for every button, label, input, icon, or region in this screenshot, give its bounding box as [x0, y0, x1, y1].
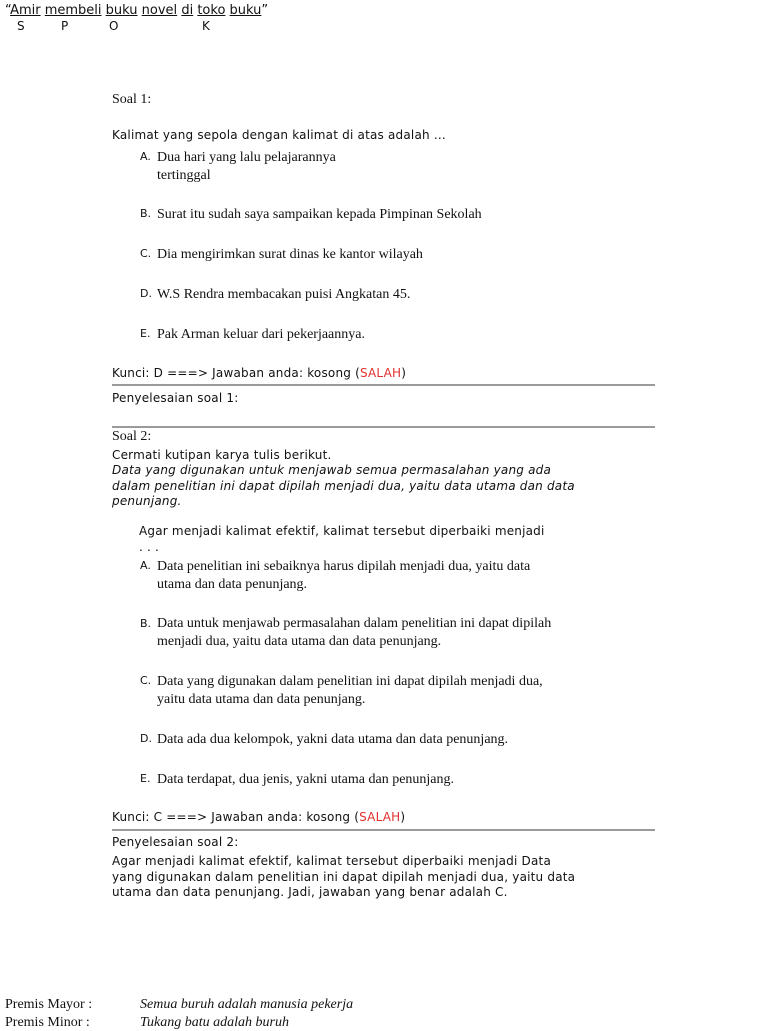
soal-2-option-e-letter: E. — [140, 772, 151, 785]
soal-1-question: Kalimat yang sepola dengan kalimat di atas adalah ... — [112, 128, 446, 142]
premis-mayor-text: Semua buruh adalah manusia pekerja — [140, 997, 354, 1012]
premis-mayor-label: Premis Mayor : — [5, 997, 93, 1012]
role-predicate: P — [61, 19, 69, 33]
soal-2-status-badge: SALAH — [359, 810, 401, 824]
word-buku-2: buku — [229, 3, 262, 18]
soal-1-option-e-letter: E. — [140, 327, 151, 340]
soal-1-option-a[interactable]: Dua hari yang lalu pelajarannya tertinggal — [157, 150, 336, 183]
soal-1-answer-key: Kunci: D ===> Jawaban anda: kosong (SALAH) — [112, 366, 407, 380]
soal-2-solution-label: Penyelesaian soal 2: — [112, 835, 239, 849]
soal-1-option-b-letter: B. — [140, 207, 152, 220]
soal-2-option-b[interactable]: Data untuk menjawab permasalahan dalam penelitian ini dapat dipilah menjadi dua, yaitu data utama dan data penunjang. — [157, 616, 552, 649]
example-sentence: “Amir membeli buku novel di toko buku” — [5, 3, 269, 18]
role-subject: S — [17, 19, 25, 33]
word-novel: novel — [141, 3, 178, 18]
soal-2-option-a[interactable]: Data penelitian ini sebaiknya harus dipilah menjadi dua, yaitu data utama dan data penunjang. — [157, 559, 531, 592]
soal-2-option-a-letter: A. — [140, 559, 151, 572]
soal-2-option-d[interactable]: Data ada dua kelompok, yakni data utama dan data penunjang. — [157, 732, 509, 747]
soal-1-option-b[interactable]: Surat itu sudah saya sampaikan kepada Pimpinan Sekolah — [157, 207, 482, 222]
soal-1-option-a-letter: A. — [140, 150, 151, 163]
role-adverb: K — [202, 19, 210, 33]
word-di: di — [181, 3, 194, 18]
divider — [112, 384, 655, 386]
word-toko: toko — [197, 3, 226, 18]
soal-2-quote: Data yang digunakan untuk menjawab semua permasalahan yang ada dalam penelitian ini dapat dipilah menjadi dua, yaitu data utama dan data penunjang. — [112, 463, 575, 508]
soal-2-option-e[interactable]: Data terdapat, dua jenis, yakni utama dan penunjang. — [157, 772, 455, 787]
soal-2-option-c-letter: C. — [140, 674, 152, 687]
divider — [112, 829, 655, 831]
soal-1-option-d-letter: D. — [140, 287, 152, 300]
soal-2-solution-text: Agar menjadi kalimat efektif, kalimat tersebut diperbaiki menjadi Data yang digunakan dalam penelitian ini dapat dipilah menjadi dua, yaitu data utama dan data penunjang. Jadi, jawaban yang benar adalah C. — [112, 854, 576, 899]
soal-2-option-b-letter: B. — [140, 617, 152, 630]
soal-2-option-c[interactable]: Data yang digunakan dalam penelitian ini dapat dipilah menjadi dua, yaitu data utama dan data penunjang. — [157, 674, 543, 707]
soal-1-option-c[interactable]: Dia mengirimkan surat dinas ke kantor wilayah — [157, 247, 423, 262]
soal-2-option-d-letter: D. — [140, 732, 152, 745]
word-membeli: membeli — [44, 3, 102, 18]
word-amir: Amir — [10, 3, 41, 18]
soal-1-title: Soal 1: — [112, 92, 152, 107]
soal-1-option-d[interactable]: W.S Rendra membacakan puisi Angkatan 45. — [157, 287, 411, 302]
word-buku: buku — [105, 3, 138, 18]
role-object: O — [109, 19, 119, 33]
soal-2-intro: Cermati kutipan karya tulis berikut. — [112, 448, 332, 462]
soal-2-title: Soal 2: — [112, 429, 152, 444]
premis-minor-label: Premis Minor : — [5, 1015, 90, 1030]
divider — [112, 426, 655, 428]
soal-2-question: Agar menjadi kalimat efektif, kalimat tersebut diperbaiki menjadi . . . — [139, 524, 545, 554]
soal-1-solution-label: Penyelesaian soal 1: — [112, 391, 239, 405]
premis-minor-text: Tukang batu adalah buruh — [140, 1015, 289, 1030]
soal-1-option-e[interactable]: Pak Arman keluar dari pekerjaannya. — [157, 327, 365, 342]
soal-1-status-badge: SALAH — [359, 366, 402, 380]
soal-1-option-c-letter: C. — [140, 247, 152, 260]
soal-2-answer-key: Kunci: C ===> Jawaban anda: kosong (SALAH) — [112, 810, 406, 824]
